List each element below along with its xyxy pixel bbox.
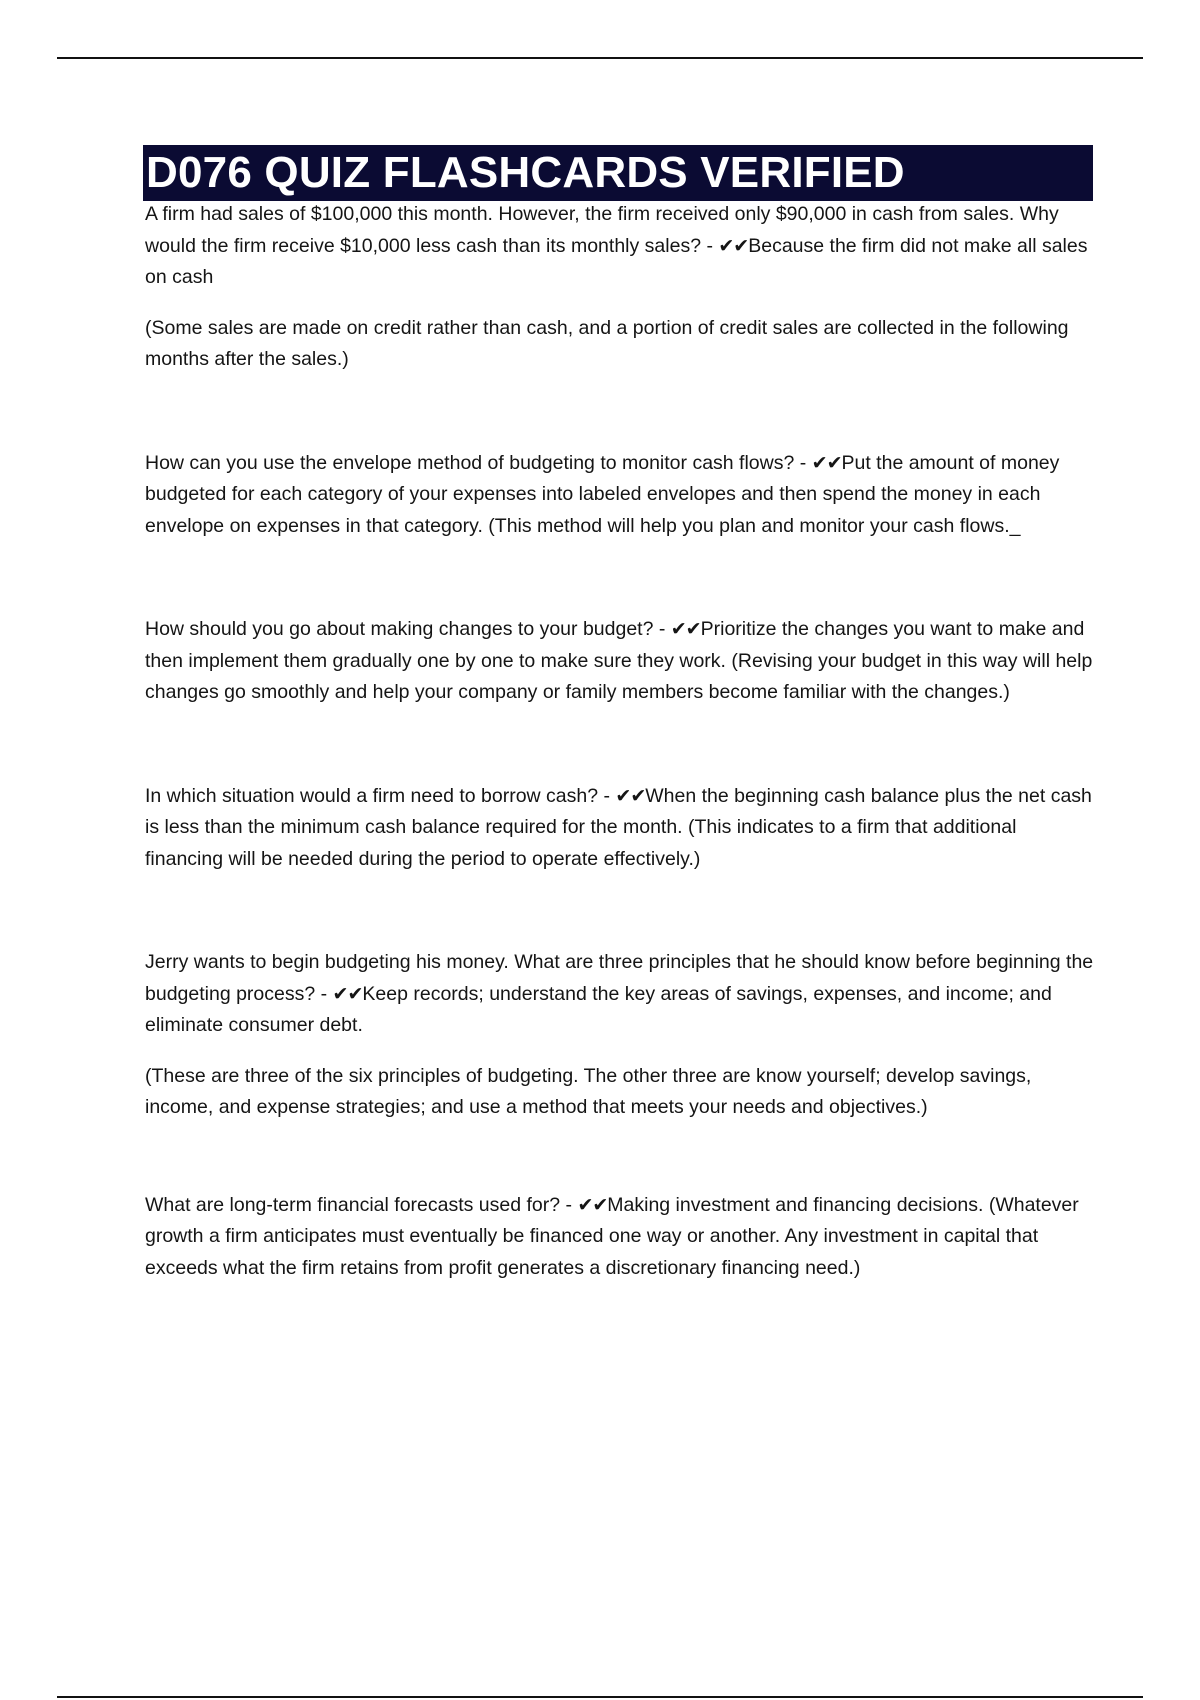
flashcard-answer: Keep records; understand the key areas of savings, expenses, and income; and eliminate consumer debt. [145, 982, 1052, 1036]
flashcard-list [145, 199, 1095, 1284]
flashcard-note: (These are three of the six principles of budgeting. The other three are know yourself; develop savings, income, and expense strategies; and use a method that meets your needs and objectives.) [145, 1064, 1032, 1118]
flashcard-question: Jerry wants to begin budgeting his money. What are three principles that he should know before beginning the budgeting process? - [145, 951, 1094, 1005]
flashcard-qa [145, 947, 1095, 1042]
flashcard-qa [145, 614, 1095, 709]
flashcard-question: A firm had sales of $100,000 this month. However, the firm received only $90,000 in cash from sales. Why would the firm receive $10,000 less cash than its monthly sales? - [145, 203, 1059, 257]
flashcard-3 [145, 614, 1095, 709]
flashcard-qa [145, 781, 1095, 876]
flashcard-question: How can you use the envelope method of budgeting to monitor cash flows? - [145, 451, 812, 474]
double-check-icon: ✔✔ [577, 1193, 608, 1216]
bottom-divider [57, 1696, 1143, 1698]
double-check-icon: ✔✔ [670, 618, 701, 640]
flashcard-answer: Put the amount of money budgeted for each category of your expenses into labeled envelopes and then spend the money in each envelope on expenses in that category. (This method will help you plan and monitor your cash flows._ [145, 451, 1060, 537]
title-banner [143, 145, 1093, 201]
flashcard-answer: When the beginning cash balance plus the net cash is less than the minimum cash balance required for the month. (This indicates to a firm that additional financing will be needed during the period to operate effectively.) [145, 784, 1092, 870]
double-check-icon: ✔✔ [615, 784, 646, 807]
flashcard-note: (Some sales are made on credit rather than cash, and a portion of credit sales are collected in the following months after the sales.) [145, 316, 1069, 370]
flashcard-6 [145, 1190, 1095, 1285]
flashcard-2 [145, 448, 1095, 543]
double-check-icon: ✔✔ [718, 234, 749, 257]
flashcard-1 [145, 199, 1095, 376]
flashcard-answer: Making investment and financing decisions. (Whatever growth a firm anticipates must eventually be financed one way or another. Any investment in capital that exceeds what the firm retains from profit generates a discretionary financing need.) [145, 1193, 1079, 1279]
flashcard-qa [145, 448, 1095, 543]
document-title: D076 QUIZ FLASHCARDS VERIFIED [146, 148, 905, 197]
double-check-icon: ✔✔ [811, 451, 842, 474]
flashcard-question: How should you go about making changes to your budget? - [145, 618, 671, 640]
top-divider [57, 57, 1143, 59]
flashcard-answer: Prioritize the changes you want to make and then implement them gradually one by one to make sure they work. (Revising your budget in this way will help changes go smoothly and help your company or family members become familiar with the changes.) [145, 618, 1093, 703]
double-check-icon: ✔✔ [332, 982, 363, 1005]
flashcard-answer: Because the firm did not make all sales on cash [145, 234, 1088, 288]
flashcard-5 [145, 947, 1095, 1124]
flashcard-question: What are long-term financial forecasts used for? - [145, 1193, 578, 1216]
flashcard-question: In which situation would a firm need to borrow cash? - [145, 784, 616, 807]
flashcard-4 [145, 781, 1095, 876]
flashcard-qa [145, 1190, 1095, 1285]
flashcard-qa [145, 199, 1095, 294]
